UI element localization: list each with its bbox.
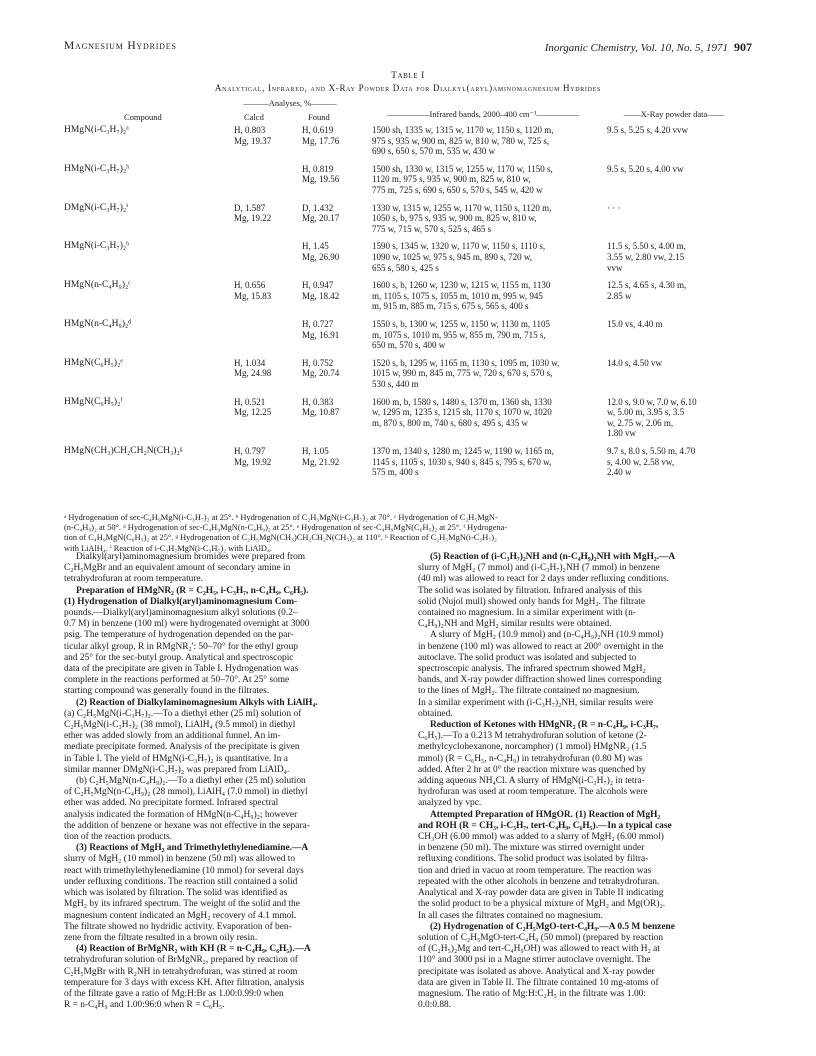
text-line: react with trimethylethylenediamine (10 mmol) for several days bbox=[64, 865, 304, 876]
text-line: (2) Hydrogenation of C₂H₅MgO-tert-C₄H₉.—A 0.5 M benzene bbox=[430, 921, 675, 932]
calcd-header: Calcd bbox=[244, 112, 264, 122]
xray-cell bbox=[607, 241, 747, 273]
text-line: Reduction of Ketones with HMgNR₂ (R = n-C₄H₉, i-C₃H₇, bbox=[430, 720, 659, 731]
infrared-cell bbox=[372, 241, 604, 273]
journal-citation bbox=[545, 40, 752, 55]
text-line: Analytical and X-ray powder data are given in Table II indicating bbox=[418, 888, 664, 899]
infrared-bands: 1590 s, 1345 w, 1320 w, 1170 w, 1150 s, 1110 s, bbox=[372, 241, 546, 252]
calcd-value: Mg, 15.83 bbox=[234, 290, 272, 301]
found-cell bbox=[302, 280, 368, 301]
found-value: H, 0.752 bbox=[302, 357, 334, 368]
calcd-cell bbox=[234, 125, 300, 146]
text-line: bands, and X-ray powder diffraction showed lines corresponding bbox=[418, 675, 662, 686]
text-line: precipitate was isolated as above. Analytical and X-ray powder bbox=[418, 966, 655, 977]
compound-cell: HMgN(C₆H₅)₂ᵉ bbox=[64, 357, 123, 368]
text-line: (1) Hydrogenation of Dialkyl(aryl)aminomagnesium Com- bbox=[64, 596, 298, 607]
xray-lines: 9.5 s, 5.25 s, 4.20 vvw bbox=[607, 125, 689, 135]
infrared-bands: m, 870 s, 800 m, 740 s, 680 s, 495 s, 435 w bbox=[372, 417, 529, 428]
found-header: Found bbox=[308, 112, 330, 122]
infrared-bands: 1370 m, 1340 s, 1280 m, 1245 w, 1190 w, 1165 m, bbox=[372, 445, 554, 456]
text-line: of (C₂H₅)₂Mg and tert-C₄H₉OH) was allowed to react with H₂ at bbox=[418, 944, 660, 955]
found-value: Mg, 20.74 bbox=[302, 368, 340, 379]
xray-cell bbox=[607, 203, 747, 214]
xray-lines: 2.40 w bbox=[607, 467, 632, 478]
text-line: magnesium. The ratio of Mg:H:C₂H₅ in the filtrate was 1.00: bbox=[418, 988, 646, 999]
text-line: Attempted Preparation of HMgOR. (1) Reaction of MgH₂ bbox=[430, 809, 661, 820]
calcd-cell bbox=[234, 280, 300, 301]
infrared-bands: 690 s, 650 s, 570 m, 535 w, 430 w bbox=[372, 146, 496, 157]
table-body bbox=[64, 125, 764, 485]
infrared-cell bbox=[372, 164, 604, 196]
infrared-bands: 1500 sh, 1335 w, 1315 w, 1170 w, 1150 s, 1120 m, bbox=[372, 125, 554, 135]
text-line: complete in the reactions performed at 50–70°. At 25° some bbox=[64, 675, 290, 686]
infrared-bands: 1015 w, 990 m, 845 m, 775 w, 720 s, 670 s, 570 s, bbox=[372, 368, 553, 379]
xray-lines: 1.80 vw bbox=[607, 428, 636, 439]
found-value: Mg, 17.76 bbox=[302, 135, 340, 146]
xray-cell bbox=[607, 125, 747, 136]
text-line: C₆H₅).—To a 0.213 M tetrahydrofuran solution of ketone (2- bbox=[418, 731, 647, 742]
text-line: to the lines of MgH₂. The filtrate contained no magnesium. bbox=[418, 686, 640, 697]
calcd-value: H, 0.521 bbox=[234, 396, 266, 407]
found-cell bbox=[302, 446, 368, 467]
infrared-bands: 1600 s, b, 1260 w, 1230 w, 1215 w, 1155 m, 1130 bbox=[372, 280, 551, 291]
found-value: Mg, 26.90 bbox=[302, 251, 340, 262]
infrared-bands: 530 s, 440 m bbox=[372, 378, 419, 389]
text-line: similar manner DMgN(i-C₃H₇)₂ was prepared from LiAlD₄. bbox=[64, 764, 290, 775]
text-line: ether was added slowly from an additional funnel. An im- bbox=[64, 731, 281, 742]
text-line: solution of C₂H₅MgO-tert-C₄H₉ (50 mmol) (prepared by reaction bbox=[418, 932, 664, 943]
text-line: adding aqueous NH₄Cl. A slurry of HMgN(i-C₃H₇)₂ in tetra- bbox=[418, 776, 645, 787]
text-line: methylcyclohexanone, norcamphor) (1 mmol) HMgNR₂ (1.5 bbox=[418, 742, 647, 753]
table-row bbox=[64, 358, 764, 397]
calcd-value: Mg, 19.92 bbox=[234, 456, 272, 467]
infrared-bands: 1090 w, 1025 w, 975 s, 945 m, 890 s, 720 w, bbox=[372, 251, 533, 262]
xray-lines: 3.55 w, 2.80 vw, 2.15 bbox=[607, 251, 685, 262]
table-row bbox=[64, 319, 764, 358]
text-line: The solid was isolated by filtration. Infrared analysis of this bbox=[418, 585, 642, 596]
infrared-bands: 1550 s, b, 1300 w, 1255 w, 1150 w, 1130 m, 1105 bbox=[372, 318, 550, 329]
found-value: D, 1.432 bbox=[302, 202, 334, 213]
text-line: C₂H₅MgN(i-C₃H₇)₂ (38 mmol), LiAlH₄ (9.5 mmol) in diethyl bbox=[64, 720, 296, 731]
table-label: Table I bbox=[391, 71, 425, 81]
footnote-line: with LiAlH₄. ⁱ Reaction of i-C₃H₇MgN(i-C₃H₇)₂ with LiAlD₄. bbox=[64, 543, 272, 553]
calcd-value: H, 1.034 bbox=[234, 357, 266, 368]
calcd-value: Mg, 24.98 bbox=[234, 368, 272, 379]
table-caption: Analytical, Infrared, and X-Ray Powder Data for Dialkyl(aryl)aminomagnesium Hydrides bbox=[214, 83, 602, 93]
xray-lines: 2.85 w bbox=[607, 290, 632, 301]
journal-name: Inorganic Chemistry, Vol. 10, No. 5, 1971 bbox=[544, 42, 728, 54]
found-value: H, 0.383 bbox=[302, 396, 334, 407]
text-line: (2) Reaction of Dialkylaminomagnesium Alkyls with LiAlH₄. bbox=[76, 697, 318, 708]
calcd-cell bbox=[234, 446, 300, 467]
xray-lines: s, 4.00 w, 2.58 vw, bbox=[607, 456, 675, 467]
found-cell bbox=[302, 203, 368, 224]
text-line: 0.0:0.88. bbox=[418, 1000, 452, 1011]
calcd-cell bbox=[234, 203, 300, 224]
text-line: under refluxing conditions. The reaction still contained a solid bbox=[64, 876, 298, 887]
text-line: (3) Reactions of MgH₂ and Trimethylethylenediamine.—A bbox=[76, 843, 309, 854]
found-cell bbox=[302, 319, 368, 340]
text-line: spectroscopic analysis. The infrared spectrum showed MgH₂ bbox=[418, 664, 646, 675]
xray-lines: 9.5 s, 5.20 s, 4.00 vw bbox=[607, 163, 684, 174]
xray-lines: 14.0 s, 4.50 vw bbox=[607, 357, 663, 368]
text-line: C₂H₅MgBr with R₂NH in tetrahydrofuran, was stirred at room bbox=[64, 966, 298, 977]
footnote-line: ᵃ Hydrogenation of sec-C₄H₉MgN(i-C₃H₇)₂ at 25°. ᵇ Hydrogenation of C₂H₅MgN(i-C₃H₇)₂ at 70°. ᶜ Hydrogenation of C₂H₅MgN- bbox=[64, 513, 498, 522]
infrared-bands: 575 m, 400 s bbox=[372, 467, 419, 478]
found-value: H, 0.619 bbox=[302, 125, 334, 135]
text-line: data are given in Table II. The filtrate contained 10 mg-atoms of bbox=[418, 977, 659, 988]
found-cell bbox=[302, 358, 368, 379]
text-line: 0.7 M) in benzene (100 ml) were hydrogenated overnight at 3000 bbox=[64, 619, 310, 630]
infrared-bands: 1145 s, 1105 s, 1030 s, 940 s, 845 s, 795 s, 670 w, bbox=[372, 456, 552, 467]
text-line: obtained. bbox=[418, 708, 453, 719]
text-line: repeated with the other alcohols in benzene and tetrahydrofuran. bbox=[418, 876, 660, 887]
text-line: the addition of benzene or hexane was not effective in the separa- bbox=[64, 820, 310, 831]
infrared-cell bbox=[372, 203, 604, 235]
infrared-bands: 655 s, 580 s, 425 s bbox=[372, 262, 439, 273]
infrared-bands: 1330 w, 1315 w, 1255 w, 1170 w, 1150 s, 1120 m, bbox=[372, 202, 552, 213]
text-line: data of the precipitate are given in Table I. Hydrogenation was bbox=[64, 664, 299, 675]
found-value: H, 1.05 bbox=[302, 445, 329, 456]
text-line: added. After 2 hr at 0° the reaction mixture was quenched by bbox=[418, 764, 647, 775]
text-line: R = n-C₄H₉ and 1.00:96:0 when R = C₆H₅. bbox=[64, 1000, 225, 1011]
xray-lines: 12.5 s, 4.65 s, 4.30 m, bbox=[607, 280, 687, 291]
text-line: analysis indicated the formation of HMgN(n-C₄H₉)₂; however bbox=[64, 809, 298, 820]
found-value: H, 0.947 bbox=[302, 280, 334, 291]
right-column bbox=[418, 552, 748, 1011]
text-line: The filtrate showed no hydridic activity. Evaporation of ben- bbox=[64, 921, 292, 932]
calcd-value: Mg, 19.22 bbox=[234, 213, 272, 224]
found-value: Mg, 19.56 bbox=[302, 174, 340, 185]
infrared-header: —————Infrared bands, 2000–400 cm⁻¹————— bbox=[386, 109, 580, 119]
text-line: zene from the filtrate resulted in a brown oily resin. bbox=[64, 932, 258, 943]
found-cell bbox=[302, 125, 368, 146]
text-line: and ROH (R = CH₃, i-C₃H₇, tert-C₄H₉, C₆H₅).—In a typical case bbox=[418, 820, 672, 831]
infrared-cell bbox=[372, 446, 604, 478]
text-line: (a) C₂H₅MgN(i-C₃H₇)₂.—To a diethyl ether (25 ml) solution of bbox=[64, 708, 302, 719]
xray-lines: 11.5 s, 5.50 s, 4.00 m, bbox=[607, 241, 686, 252]
infrared-bands: w, 1295 m, 1235 s, 1215 sh, 1170 s, 1070 w, 1020 bbox=[372, 407, 552, 418]
infrared-bands: 1600 m, b, 1580 s, 1480 s, 1370 m, 1360 sh, 1330 bbox=[372, 396, 552, 407]
found-value: Mg, 20.17 bbox=[302, 213, 340, 224]
xray-header: ——X-Ray powder data—— bbox=[623, 109, 725, 119]
xray-cell bbox=[607, 358, 747, 369]
calcd-value: H, 0.803 bbox=[234, 125, 266, 135]
text-line: C₂H₅MgBr and an equivalent amount of secondary amine in bbox=[64, 563, 291, 574]
table-row bbox=[64, 203, 764, 242]
calcd-value: Mg, 12.25 bbox=[234, 407, 272, 418]
text-line: ticular alkyl group, R in RMgNR₂': 50–70° for the ethyl group bbox=[64, 641, 298, 652]
text-line: in benzene (50 ml). The mixture was stirred overnight under bbox=[418, 843, 645, 854]
infrared-bands: 1120 m, 975 s, 935 w, 900 m, 825 w, 810 w, bbox=[372, 174, 531, 185]
found-value: H, 0.727 bbox=[302, 318, 334, 329]
xray-cell bbox=[607, 164, 747, 175]
infrared-cell bbox=[372, 358, 604, 390]
calcd-cell bbox=[234, 397, 300, 418]
text-line: (4) Reaction of BrMgNR₂ with KH (R = n-C₄H₉, C₆H₅).—A bbox=[76, 944, 311, 955]
table-row bbox=[64, 446, 764, 485]
table-row bbox=[64, 164, 764, 203]
text-line: of C₂H₅MgN(n-C₄H₉)₂ (28 mmol), LiAlH₄ (7.0 mmol) in diethyl bbox=[64, 787, 308, 798]
calcd-value: H, 0.656 bbox=[234, 280, 266, 291]
text-line: analyzed by vpc. bbox=[418, 798, 482, 809]
found-value: Mg, 10.87 bbox=[302, 407, 340, 418]
infrared-cell bbox=[372, 319, 604, 351]
calcd-value: H, 0.797 bbox=[234, 445, 266, 456]
calcd-cell bbox=[234, 358, 300, 379]
text-line: solid (Nujol mull) showed only bands for MgH₂. The filtrate bbox=[418, 596, 646, 607]
found-value: Mg, 16.91 bbox=[302, 329, 340, 340]
text-line: (b) C₂H₅MgN(n-C₄H₉)₂.—To a diethyl ether (25 ml) solution bbox=[76, 776, 306, 787]
infrared-bands: m, 1075 s, 1010 m, 955 w, 855 m, 790 m, 715 s, bbox=[372, 329, 546, 340]
infrared-bands: 650 m, 570 s, 400 w bbox=[372, 340, 446, 351]
text-line: the solid product to be a physical mixture of MgH₂ and Mg(OR)₂. bbox=[418, 899, 666, 910]
xray-lines: 9.7 s, 8.0 s, 5.50 m, 4.70 bbox=[607, 445, 696, 456]
text-line: Dialkyl(aryl)aminomagnesium bromides were prepared from bbox=[76, 552, 306, 562]
xray-lines: 12.0 s, 9.0 w, 7.0 w, 6.10 bbox=[607, 396, 697, 407]
text-line: A slurry of MgH₂ (10.9 mmol) and (n-C₄H₉)₂NH (10.9 mmol) bbox=[430, 630, 664, 641]
xray-lines: vvw bbox=[607, 262, 623, 273]
text-line: psig. The temperature of hydrogenation depended on the par- bbox=[64, 630, 294, 641]
infrared-bands: 1520 s, b, 1295 w, 1165 m, 1130 s, 1095 m, 1030 w, bbox=[372, 357, 560, 368]
running-head bbox=[64, 40, 752, 56]
calcd-value: Mg, 19.37 bbox=[234, 135, 272, 146]
footnote-line: (n-C₄H₉)₂ at 50°. ᵈ Hydrogenation of sec-C₄H₉MgN(n-C₄H₉)₂ at 25°. ᵉ Hydrogenation of sec-C₄H₉MgN(C₆H₅)₂ at 25°. ᶠ Hydrogena- bbox=[64, 523, 508, 533]
xray-cell bbox=[607, 397, 747, 439]
text-line: which was isolated by filtration. The solid was identified as bbox=[64, 888, 288, 899]
text-line: slurry of MgH₂ (7 mmol) and (i-C₃H₇)₂NH (7 mmol) in benzene bbox=[418, 563, 660, 574]
infrared-cell bbox=[372, 397, 604, 429]
infrared-bands: 1500 sh, 1330 w, 1315 w, 1255 w, 1170 w, 1150 s, bbox=[372, 163, 553, 174]
text-line: tion of the reaction products. bbox=[64, 832, 173, 843]
text-line: starting compound was generally found in the filtrates. bbox=[64, 686, 270, 697]
page-number: 907 bbox=[734, 40, 752, 54]
xray-lines: 15.0 vs, 4.40 m bbox=[607, 318, 663, 329]
table-row bbox=[64, 397, 764, 446]
xray-cell bbox=[607, 319, 747, 330]
compound-cell: DMgN(i-C₃H₇)₂ⁱ bbox=[64, 202, 129, 213]
text-line: in benzene (100 ml) was allowed to react at 200° overnight in the bbox=[418, 641, 664, 652]
found-cell bbox=[302, 397, 368, 418]
text-line: tion and dried in vacuo at room temperature. The reaction was bbox=[418, 865, 652, 876]
text-line: tetrahydrofuran solution of BrMgNR₂, prepared by reaction of bbox=[64, 955, 298, 966]
infrared-bands: m, 915 m, 885 m, 715 s, 675 s, 565 s, 400 s bbox=[372, 301, 529, 312]
xray-lines: w, 5.00 m, 3.95 s, 3.5 bbox=[607, 407, 685, 418]
found-cell bbox=[302, 241, 368, 262]
footnote-line: tion of C₄H₉MgN(C₆H₅)₂ at 25°. ᵍ Hydrogenation of C₂H₅MgN(CH₃)CH₂CH₂N(CH₃)₂ at 110°. ʰ Reaction of C₂H₅MgN(i-C₃H₇)₂ bbox=[64, 533, 497, 543]
compound-header: Compound bbox=[124, 112, 162, 122]
compound-cell: HMgN(CH₃)CH₂CH₂N(CH₃)₂ᵍ bbox=[64, 445, 183, 456]
text-line: (40 ml) was allowed to react for 2 days under refluxing conditions. bbox=[418, 574, 669, 585]
text-line: pounds.—Dialkyl(aryl)aminomagnesium alkyl solutions (0.2– bbox=[64, 608, 298, 619]
table-footnotes bbox=[64, 513, 746, 554]
text-line: 110° and 3000 psi in a Magne stirrer autoclave overnight. The bbox=[418, 955, 651, 966]
infrared-bands: 775 w, 715 w, 570 s, 525 s, 465 s bbox=[372, 223, 492, 234]
text-line: in Table I. The yield of HMgN(i-C₃H₇)₂ is quantitative. In a bbox=[64, 753, 288, 764]
text-line: magnesium content indicated an MgH₂ recovery of 4.1 mmol. bbox=[64, 910, 297, 921]
compound-cell: HMgN(i-C₃H₇)₂ᵃ bbox=[64, 125, 129, 135]
text-line: hydrofuran was used at room temperature. The alcohols were bbox=[418, 787, 648, 798]
text-line: contained no magnesium. In a similar experiment with (n- bbox=[418, 608, 636, 619]
xray-lines: w, 2.75 w, 2.06 m, bbox=[607, 417, 674, 428]
analyses-header: ———Analyses, %——— bbox=[243, 98, 337, 108]
text-line: mediate precipitate formed. Analysis of the precipitate is given bbox=[64, 742, 300, 753]
xray-lines: · · · bbox=[607, 202, 621, 213]
infrared-cell bbox=[372, 125, 604, 157]
calcd-value: D, 1.587 bbox=[234, 202, 266, 213]
text-line: slurry of MgH₂ (10 mmol) in benzene (50 ml) was allowed to bbox=[64, 854, 296, 865]
table-row bbox=[64, 125, 764, 164]
infrared-cell bbox=[372, 280, 604, 312]
text-line: (5) Reaction of (i-C₃H₇)₂NH and (n-C₄H₉)₂NH with MgH₂.—A bbox=[430, 552, 676, 562]
text-line: refluxing conditions. The solid product was isolated by filtra- bbox=[418, 854, 649, 865]
text-line: tetrahydrofuran at room temperature. bbox=[64, 574, 203, 585]
compound-cell: HMgN(n-C₄H₉)₂ᶜ bbox=[64, 280, 131, 291]
text-line: temperature for 3 days with excess KH. After filtration, analysis bbox=[64, 977, 305, 988]
found-value: H, 0.819 bbox=[302, 163, 334, 174]
text-line: In all cases the filtrates contained no magnesium. bbox=[418, 910, 603, 921]
left-column bbox=[64, 552, 394, 1011]
text-line: In a similar experiment with (i-C₃H₇)₂NH, similar results were bbox=[418, 697, 654, 708]
text-line: MgH₂ by its infrared spectrum. The weight of the solid and the bbox=[64, 899, 300, 910]
text-line: and 25° for the sec-butyl group. Analytical and spectroscopic bbox=[64, 652, 294, 663]
table-row bbox=[64, 280, 764, 319]
compound-cell: HMgN(n-C₄H₉)₂ᵈ bbox=[64, 318, 132, 329]
compound-cell: HMgN(i-C₃H₇)₂ʰ bbox=[64, 163, 130, 174]
text-line: Preparation of HMgNR₂ (R = C₂H₅, i-C₃H₇, n-C₄H₉, C₆H₅). bbox=[76, 585, 309, 596]
xray-cell bbox=[607, 280, 747, 301]
text-line: C₄H₉)₂NH and MgH₂ similar results were obtained. bbox=[418, 619, 612, 630]
infrared-bands: 775 m, 725 s, 690 s, 650 s, 570 s, 545 w, 420 w bbox=[372, 184, 543, 195]
infrared-bands: 975 s, 935 w, 900 m, 825 w, 810 w, 780 w, 725 s, bbox=[372, 135, 550, 146]
compound-cell: HMgN(i-C₃H₇)₂ᵇ bbox=[64, 241, 130, 252]
compound-cell: HMgN(C₆H₅)₂ᶠ bbox=[64, 396, 123, 407]
table-row bbox=[64, 241, 764, 280]
infrared-bands: m, 1105 s, 1075 s, 1055 m, 1010 m, 995 w, 945 bbox=[372, 290, 543, 301]
xray-cell bbox=[607, 446, 747, 478]
infrared-bands: 1050 s, b, 975 s, 935 w, 900 m, 825 w, 810 w, bbox=[372, 213, 537, 224]
found-cell bbox=[302, 164, 368, 185]
text-line: mmol) (R = C₆H₅, n-C₄H₉) in tetrahydrofuran (0.80 M) was bbox=[418, 753, 643, 764]
text-line: CH₃OH (6.00 mmol) was added to a slurry of MgH₂ (6.00 mmol) bbox=[418, 832, 664, 843]
text-line: autoclave. The solid product was isolated and subjected to bbox=[418, 652, 637, 663]
text-line: of the filtrate gave a ratio of Mg:H:Br as 1.00:0.99:0 when bbox=[64, 988, 284, 999]
found-value: Mg, 21.92 bbox=[302, 456, 340, 467]
running-head-title: Magnesium Hydrides bbox=[64, 40, 177, 52]
found-value: H, 1.45 bbox=[302, 241, 329, 252]
found-value: Mg, 18.42 bbox=[302, 290, 340, 301]
text-line: ether was added. No precipitate formed. Infrared spectral bbox=[64, 798, 279, 809]
